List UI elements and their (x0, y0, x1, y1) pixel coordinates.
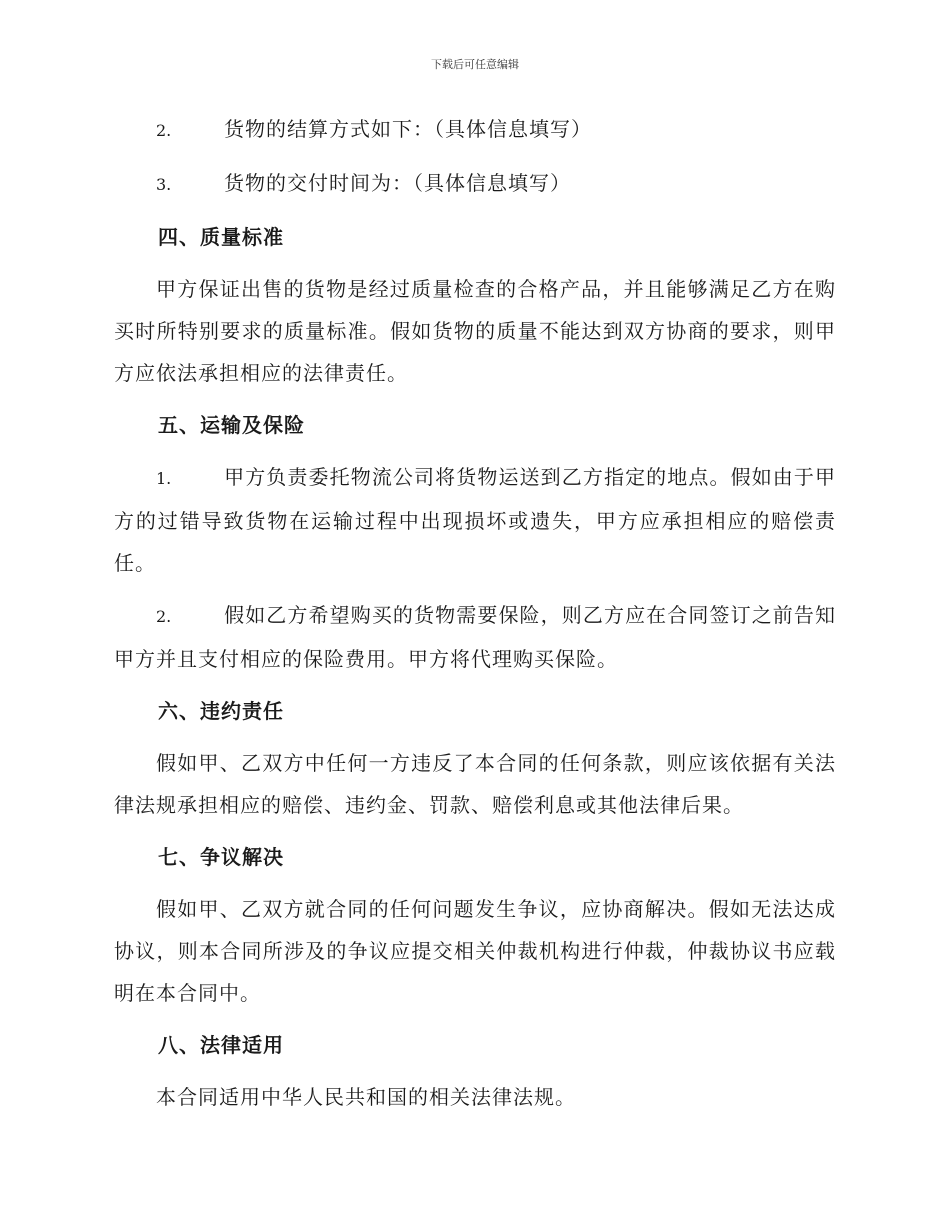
item-text: 货物的交付时间为：（具体信息填写） (224, 171, 571, 195)
paragraph-breach: 假如甲、乙双方中任何一方违反了本合同的任何条款，则应该依据有关法律法规承担相应的赔偿、违约金、罚款、赔偿利息或其他法律后果。 (114, 751, 836, 817)
item-number: 2. (156, 607, 172, 626)
paragraph-quality: 甲方保证出售的货物是经过质量检查的合格产品，并且能够满足乙方在购买时所特别要求的质量标准。假如货物的质量不能达到双方协商的要求，则甲方应依法承担相应的法律责任。 (114, 277, 836, 385)
section-heading-dispute: 七、争议解决 (158, 845, 284, 869)
paragraph-dispute: 假如甲、乙双方就合同的任何问题发生争议，应协商解决。假如无法达成协议，则本合同所涉及的争议应提交相关仲裁机构进行仲裁，仲裁协议书应载明在本合同中。 (114, 897, 836, 1005)
list-item (114, 456, 836, 584)
item-text: 货物的结算方式如下：（具体信息填写） (224, 117, 592, 141)
section-heading-breach: 六、违约责任 (158, 699, 284, 723)
item-number: 3. (156, 175, 172, 194)
section-heading-quality: 四、质量标准 (158, 225, 284, 249)
document-body (114, 108, 836, 1118)
page-header: 下载后可任意编辑 (431, 58, 519, 71)
list-item (114, 162, 836, 206)
section-heading-law: 八、法律适用 (158, 1033, 284, 1057)
list-item (114, 594, 836, 680)
section-heading-transport: 五、运输及保险 (158, 413, 305, 437)
item-text: 甲方负责委托物流公司将货物运送到乙方指定的地点。假如由于甲方的过错导致货物在运输过程中出现损坏或遗失，甲方应承担相应的赔偿责任。 (114, 465, 836, 575)
list-item (114, 108, 836, 152)
paragraph-law: 本合同适用中华人民共和国的相关法律法规。 (156, 1085, 576, 1109)
item-number: 2. (156, 121, 172, 140)
item-text: 假如乙方希望购买的货物需要保险，则乙方应在合同签订之前告知甲方并且支付相应的保险费用。甲方将代理购买保险。 (114, 603, 836, 671)
item-number: 1. (156, 469, 172, 488)
